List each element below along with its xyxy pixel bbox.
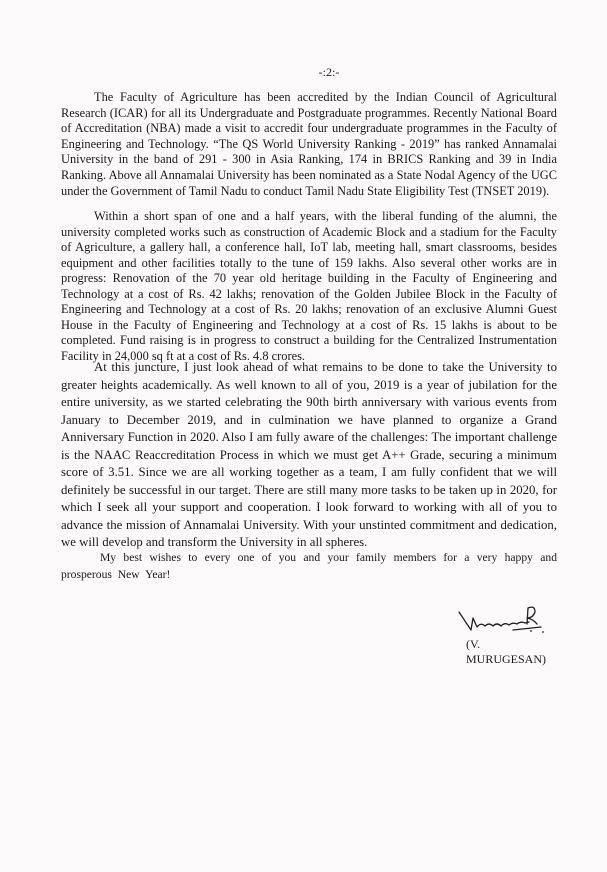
paragraph-accreditation: The Faculty of Agriculture has been accredited by the Indian Council of Agricultural Research (ICAR) for all its Undergraduate and Postgraduate programmes. Recently National Board of Accreditation (NBA) made a visit to accredit four undergraduate programmes in the Faculty of Engineering and Technology. “The QS World University Ranking - 2019” has ranked Annamalai University in the band of 291 - 300 in Asia Ranking, 174 in BRICS Ranking and 39 in India Ranking. Above all Annamalai University has been nominated as a State Nodal Agency of the UGC under the Government of Tamil Nadu to conduct Tamil Nadu State Eligibility Test (TNSET 2019). [61,90,557,198]
signatory-name: (V. MURUGESAN) [466,637,547,666]
paragraph-future-goals: At this juncture, I just look ahead of what remains to be done to take the University to greater heights academically. As well known to all of you, 2019 is a year of jubilation for the entire university, as we started celebrating the 90th birth anniversary with various events from January to December 2019, and in culmination we have planned to organize a Grand Anniversary Function in 2020. Also I am fully aware of the challenges: The important challenge is the NAAC Reaccreditation Process in which we must get A++ Grade, securing a minimum score of 3.51. Since we are all working together as a team, I am fully confident that we will definitely be successful in our target. There are still many more tasks to be taken up in 2020, for which I seek all your support and cooperation. I look forward to working with all of you to advance the mission of Annamalai University. With your unstinted commitment and dedication, we will develop and transform the University in all spheres. [61,360,557,549]
page-number: -:2:- [318,65,340,79]
paragraph-alumni-works: Within a short span of one and a half years, with the liberal funding of the alumni, the university completed works such as construction of Academic Block and a stadium for the Faculty of Agriculture, a gallery hall, a conference hall, IoT lab, meeting hall, smart classrooms, besides equipment and other facilities totally to the tune of 159 lakhs. Also several other works are in progress: Renovation of the 70 year old heritage building in the Faculty of Engineering and Technology at a cost of Rs. 42 lakhs; renovation of the Golden Jubilee Block in the Faculty of Engineering and Technology at a cost of Rs. 20 lakhs; renovation of an exclusive Alumni Guest House in the Faculty of Engineering and Technology at a cost of Rs. 15 lakhs is about to be completed. Fund raising is in progress to construct a building for the Centralized Instrumentation Facility in 24,000 sq ft at a cost of Rs. 4.8 crores. [61,209,557,363]
paragraph-new-year-wishes: My best wishes to every one of you and your family members for a very happy and prosperous New Year! [61,551,557,581]
signature-icon [457,600,557,636]
